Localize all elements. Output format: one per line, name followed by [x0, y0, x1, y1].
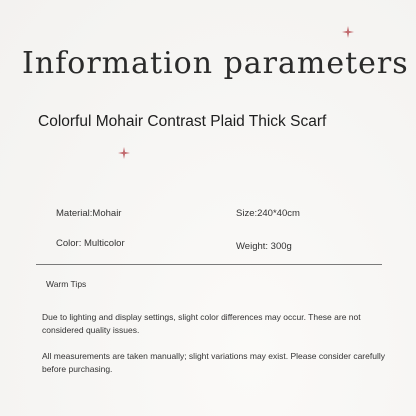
product-name: Colorful Mohair Contrast Plaid Thick Scarf	[38, 113, 327, 130]
tip-note: All measurements are taken manually; slight variations may exist. Please consider carefully before purchasing.	[42, 351, 385, 374]
page-title: Information parameters	[22, 46, 409, 81]
param-color: Color: Multicolor	[56, 238, 125, 249]
divider	[36, 264, 382, 265]
sparkle-icon	[342, 26, 354, 38]
param-material: Material:Mohair	[56, 208, 122, 219]
warm-tips-label: Warm Tips	[46, 279, 87, 289]
sparkle-icon	[118, 147, 130, 159]
param-size: Size:240*40cm	[236, 208, 300, 219]
tip-note: Due to lighting and display settings, slight color differences may occur. These are not considered quality issues.	[42, 312, 361, 335]
param-weight: Weight: 300g	[236, 241, 292, 252]
